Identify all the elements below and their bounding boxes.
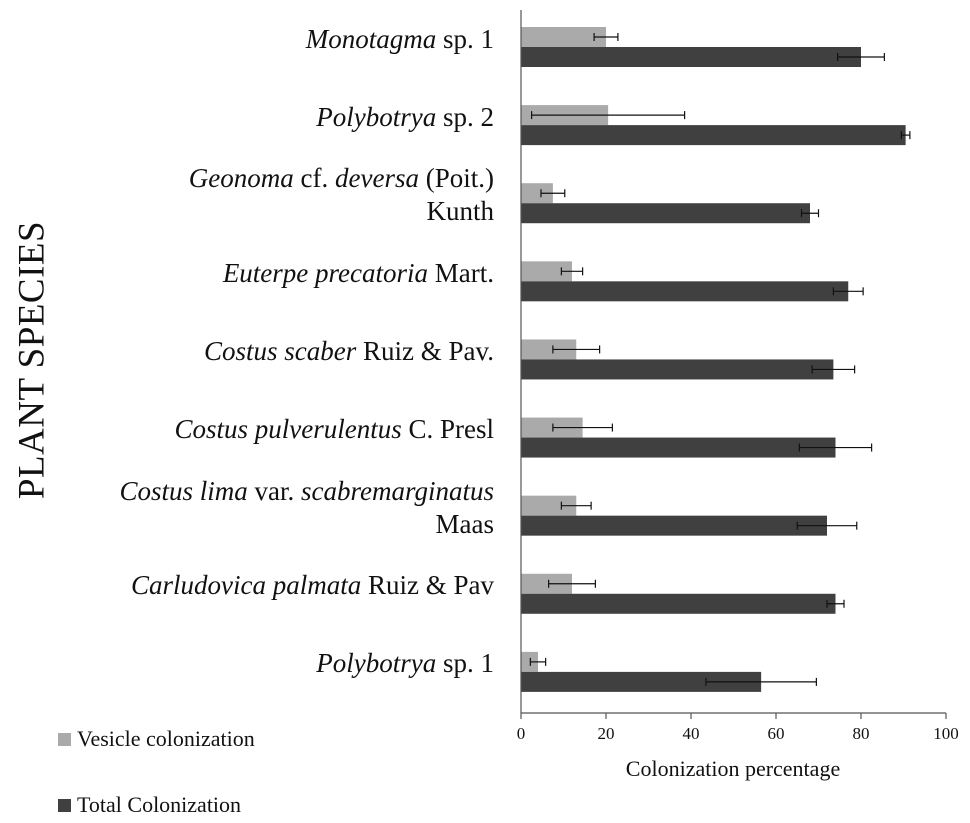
category-label-2: Geonoma cf. deversa (Poit.) Kunth xyxy=(188,163,494,227)
x-tick-label: 80 xyxy=(852,724,870,743)
category-label-5: Costus pulverulentus C. Presl xyxy=(174,414,494,445)
x-tick-label: 0 xyxy=(516,724,526,743)
x-tick-label: 40 xyxy=(682,724,700,743)
bar-total-3 xyxy=(521,281,848,301)
category-label-4: Costus scaber Ruiz & Pav. xyxy=(203,335,494,366)
bar-total-2 xyxy=(521,203,810,223)
x-tick-label: 60 xyxy=(767,724,785,743)
category-label-7: Carludovica palmata Ruiz & Pav xyxy=(131,570,494,601)
category-label-6: Costus lima var. scabremarginatus Maas xyxy=(119,475,494,539)
bar-total-5 xyxy=(521,438,836,458)
bar-vesicle-0 xyxy=(521,27,606,47)
y-axis-label-wrap xyxy=(6,160,58,560)
bar-total-6 xyxy=(521,516,827,536)
x-axis-label: Colonization percentage xyxy=(625,756,841,781)
legend-label-total: Total Colonization xyxy=(77,792,242,817)
x-tick-label: 100 xyxy=(933,724,959,743)
category-label-0: Monotagma sp. 1 xyxy=(305,23,494,54)
legend-label-vesicle: Vesicle colonization xyxy=(77,726,255,751)
legend-swatch-vesicle xyxy=(58,733,71,746)
legend-item-vesicle xyxy=(58,726,255,752)
legend-item-total xyxy=(58,792,241,818)
y-axis-label: PLANT SPECIES xyxy=(11,220,53,500)
bar-total-0 xyxy=(521,47,861,67)
bar-total-1 xyxy=(521,125,906,145)
legend-swatch-total xyxy=(58,799,71,812)
category-label-3: Euterpe precatoria Mart. xyxy=(222,257,494,288)
x-tick-label: 20 xyxy=(597,724,615,743)
category-label-1: Polybotrya sp. 2 xyxy=(316,101,494,132)
category-label-8: Polybotrya sp. 1 xyxy=(316,648,494,679)
bar-total-7 xyxy=(521,594,836,614)
bar-total-4 xyxy=(521,359,833,379)
